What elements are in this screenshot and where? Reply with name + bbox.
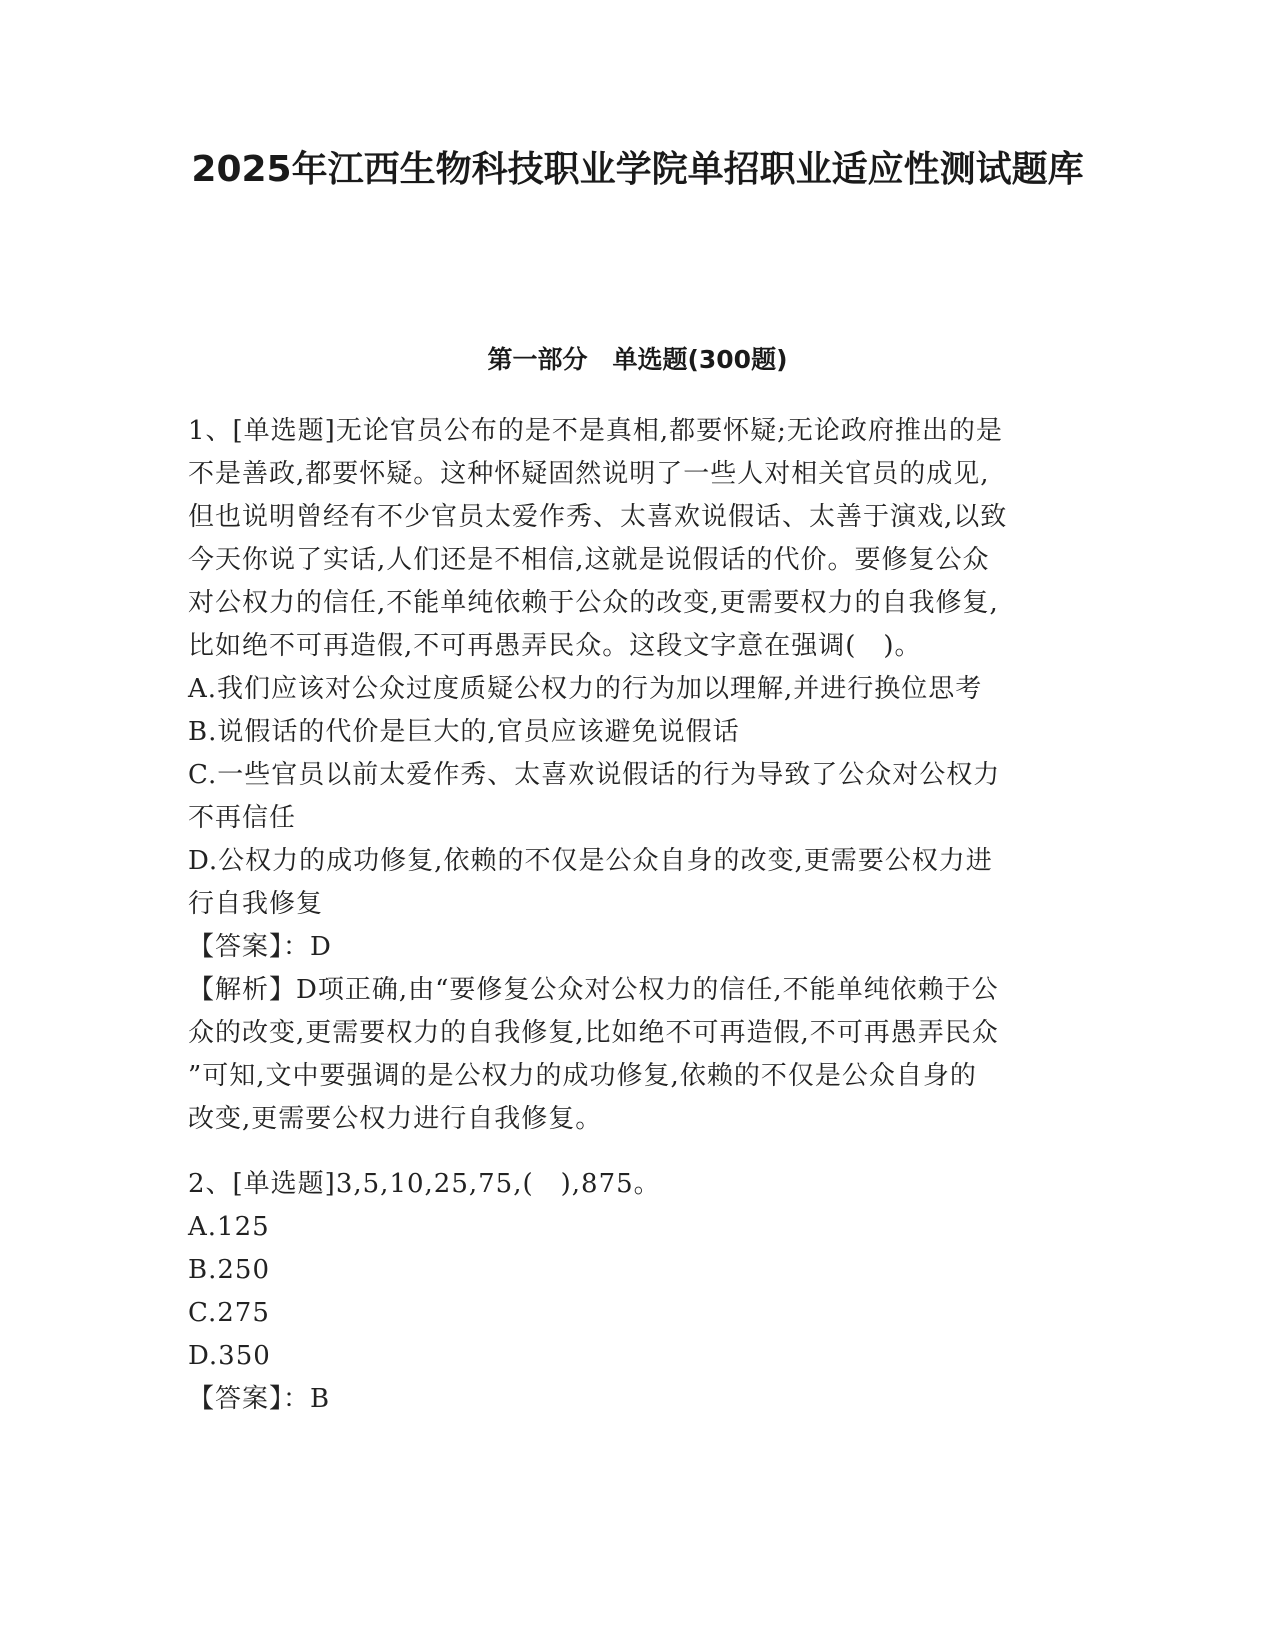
question-stem-line: 但也说明曾经有不少官员太爱作秀、太喜欢说假话、太善于演戏,以致 bbox=[188, 502, 1008, 532]
option-d: D.350 bbox=[188, 1341, 271, 1371]
section-title: 第一部分 单选题(300题) bbox=[487, 345, 788, 374]
option-b: B.250 bbox=[188, 1255, 270, 1285]
question-stem-line: 2、[单选题]3,5,10,25,75,( ),875。 bbox=[188, 1169, 661, 1199]
question-stem-line: 不是善政,都要怀疑。这种怀疑固然说明了一些人对相关官员的成见, bbox=[188, 459, 990, 489]
analysis-line: 众的改变,更需要权力的自我修复,比如绝不可再造假,不可再愚弄民众 bbox=[188, 1018, 999, 1048]
question-stem-line: 对公权力的信任,不能单纯依赖于公众的改变,更需要权力的自我修复, bbox=[188, 588, 999, 618]
question-stem-line: 今天你说了实话,人们还是不相信,这就是说假话的代价。要修复公众 bbox=[188, 545, 990, 575]
question-1 bbox=[188, 410, 1088, 1141]
option-c-continued: 不再信任 bbox=[188, 803, 297, 833]
analysis-line: 改变,更需要公权力进行自我修复。 bbox=[188, 1104, 603, 1134]
question-spacer bbox=[188, 1141, 1088, 1163]
analysis-line: ”可知,文中要强调的是公权力的成功修复,依赖的不仅是公众自身的 bbox=[188, 1061, 977, 1091]
option-a: A.125 bbox=[188, 1212, 270, 1242]
option-a: A.我们应该对公众过度质疑公权力的行为加以理解,并进行换位思考 bbox=[188, 674, 983, 704]
question-stem-line: 1、[单选题]无论官员公布的是不是真相,都要怀疑;无论政府推出的是 bbox=[188, 416, 1003, 446]
question-2 bbox=[188, 1163, 1088, 1421]
option-d: D.公权力的成功修复,依赖的不仅是公众自身的改变,更需要公权力进 bbox=[188, 846, 993, 876]
question-stem-line: 比如绝不可再造假,不可再愚弄民众。这段文字意在强调( )。 bbox=[188, 631, 922, 661]
analysis-line: 【解析】D项正确,由“要修复公众对公权力的信任,不能单纯依赖于公 bbox=[188, 975, 999, 1005]
option-d-continued: 行自我修复 bbox=[188, 889, 324, 919]
answer: 【答案】：D bbox=[188, 932, 332, 962]
option-c: C.一些官员以前太爱作秀、太喜欢说假话的行为导致了公众对公权力 bbox=[188, 760, 1001, 790]
option-b: B.说假话的代价是巨大的,官员应该避免说假话 bbox=[188, 717, 740, 747]
document-title: 2025年江西生物科技职业学院单招职业适应性测试题库 bbox=[191, 149, 1084, 190]
option-c: C.275 bbox=[188, 1298, 270, 1328]
question-list bbox=[188, 410, 1088, 1421]
answer: 【答案】：B bbox=[188, 1384, 331, 1414]
